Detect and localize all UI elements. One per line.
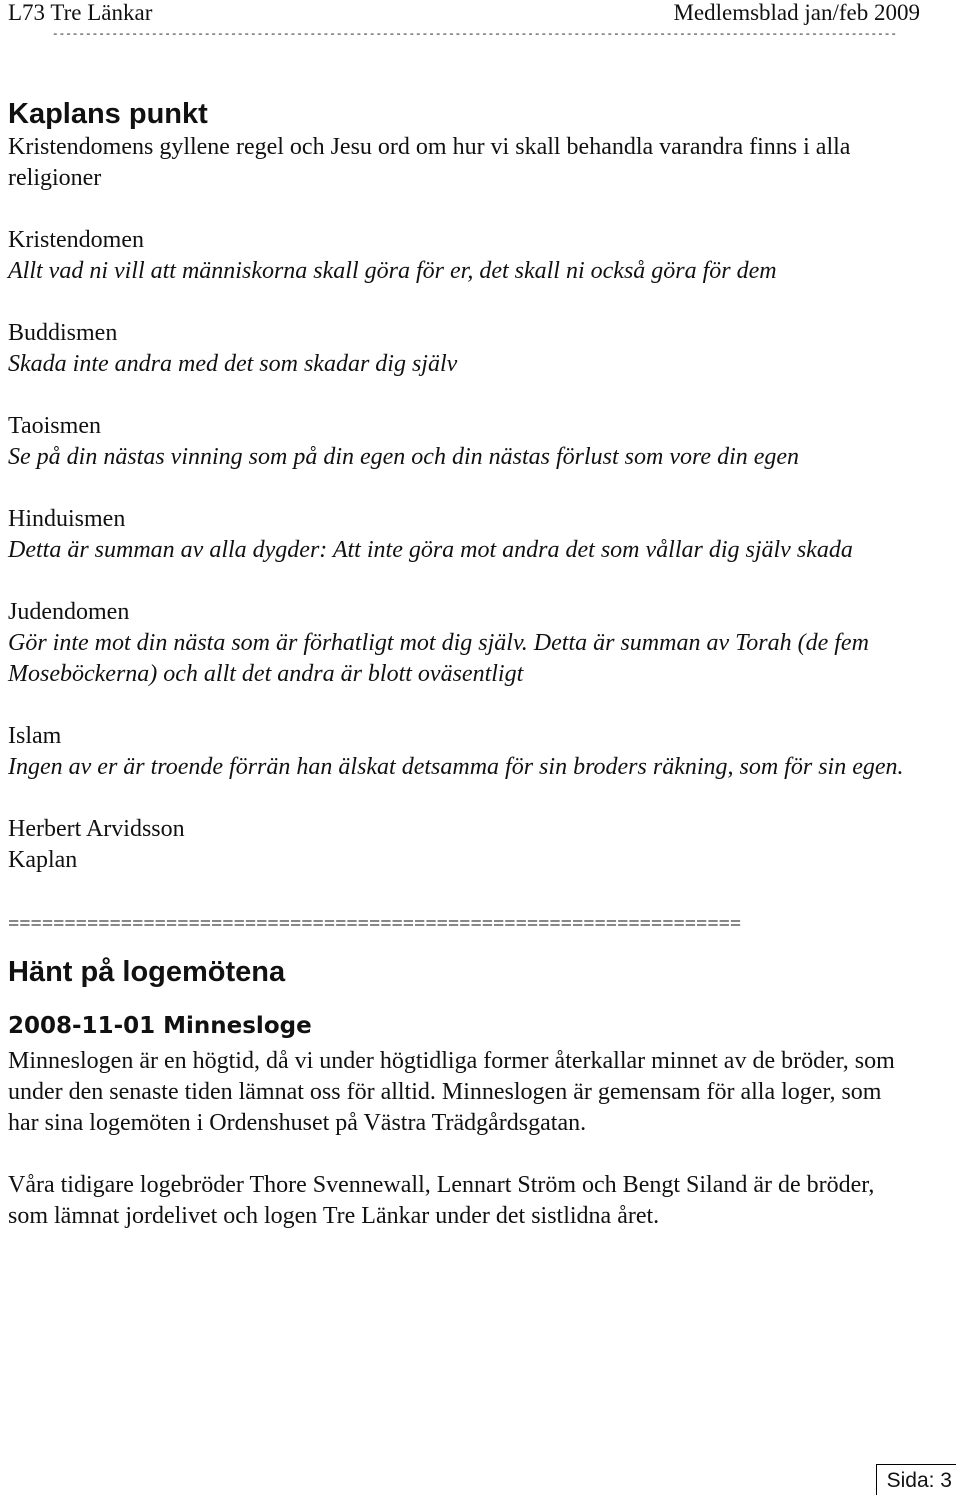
- religion-quote: Detta är summan av alla dygder: Att inte göra mot andra det som vållar dig själv skada: [8, 537, 853, 563]
- religion-quote: Skada inte andra med det som skadar dig själv: [8, 351, 458, 377]
- kaplan-section-title: Kaplans punkt: [8, 98, 208, 130]
- event-paragraph-1: Minneslogen är en högtid, då vi under högtidliga former återkallar minnet av de bröder, som under den senaste tiden lämnat oss för alltid. Minneslogen är gemensam för alla loger, som har sina logemöten i Ordenshuset på Västra Trädgårdsgatan.: [8, 1048, 895, 1136]
- logemoten-section-title: Hänt på logemötena: [8, 956, 286, 988]
- section-separator: =================================================================: [8, 914, 742, 934]
- religion-entry: [8, 225, 908, 287]
- signature-role: Kaplan: [8, 847, 78, 873]
- religion-name: Islam: [8, 723, 62, 749]
- religion-entry: [8, 597, 908, 690]
- page-content: [8, 96, 908, 1263]
- religion-entry: [8, 318, 908, 380]
- logemoten-section: [8, 954, 908, 1232]
- religion-quote: Se på din nästas vinning som på din egen och din nästas förlust som vore din egen: [8, 444, 800, 470]
- kaplan-intro: Kristendomens gyllene regel och Jesu ord om hur vi skall behandla varandra finns i alla religioner: [8, 134, 851, 191]
- event-paragraph-2: Våra tidigare logebröder Thore Svennewall, Lennart Ström och Bengt Siland är de bröder, som lämnat jordelivet och logen Tre Länkar under det sistlidna året.: [8, 1172, 875, 1229]
- religion-name: Hinduismen: [8, 506, 126, 532]
- header-lodge-name: L73 Tre Länkar: [8, 0, 153, 25]
- religion-entry: [8, 721, 908, 783]
- event-title: 2008-11-01 Minnesloge: [8, 1013, 312, 1039]
- religion-entry: [8, 411, 908, 473]
- religion-quote: Gör inte mot din nästa som är förhatligt mot dig själv. Detta är summan av Torah (de fem Moseböckerna) och allt det andra är blott oväsentligt: [8, 630, 869, 687]
- religion-quote: Ingen av er är troende förrän han älskat detsamma för sin broders räkning, som för sin egen.: [8, 754, 904, 780]
- religion-entry: [8, 504, 908, 566]
- religion-name: Judendomen: [8, 599, 130, 625]
- header-rule: --------------------------------------------------------------------------------------------------------------------------------: [52, 30, 897, 40]
- page-header: [8, 0, 920, 30]
- religion-name: Taoismen: [8, 413, 101, 439]
- page-number: Sida: 3: [876, 1464, 956, 1495]
- header-issue: Medlemsblad jan/feb 2009: [673, 0, 920, 25]
- religion-name: Kristendomen: [8, 227, 144, 253]
- religion-quote: Allt vad ni vill att människorna skall göra för er, det skall ni också göra för dem: [8, 258, 777, 284]
- signature-name: Herbert Arvidsson: [8, 816, 185, 842]
- religion-name: Buddismen: [8, 320, 118, 346]
